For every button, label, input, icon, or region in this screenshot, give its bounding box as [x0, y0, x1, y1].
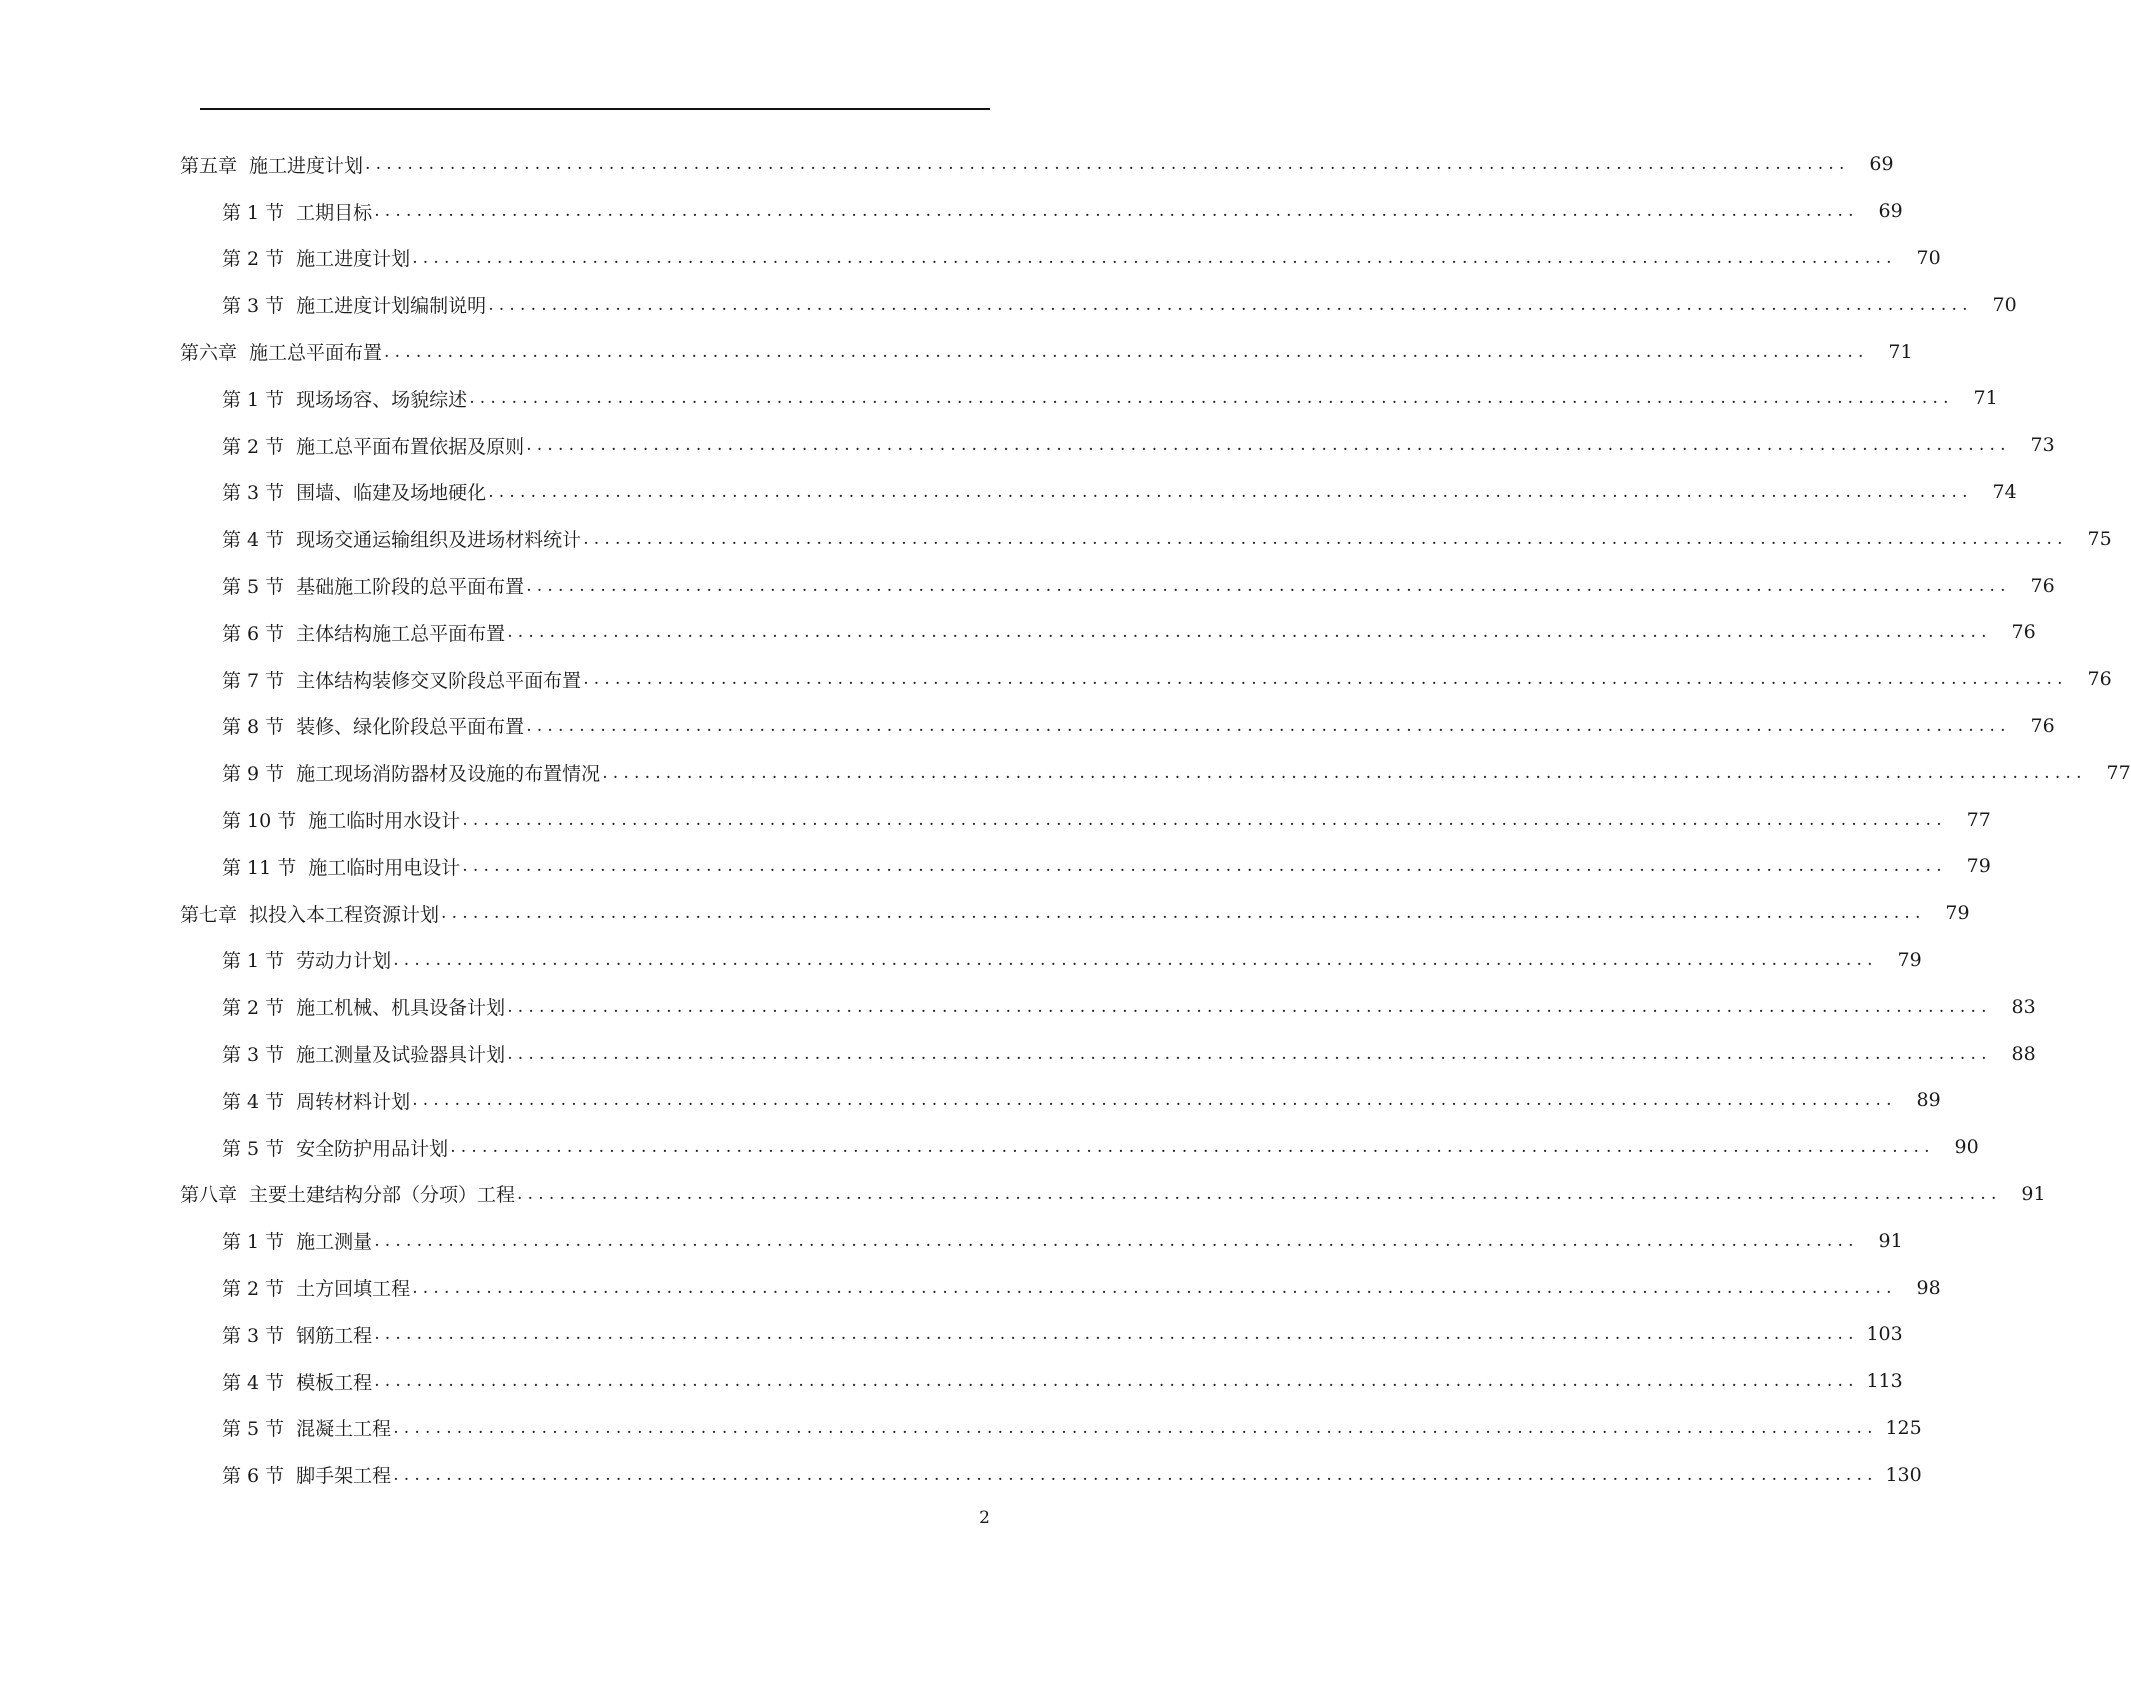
toc-dot-leader: ............................................................................................................................................	[507, 1043, 1992, 1064]
toc-entry-title	[222, 946, 393, 973]
toc-section-entry[interactable]	[0, 515, 2112, 562]
toc-entry-label: 第 4 节	[222, 1090, 285, 1113]
toc-entry-title	[222, 385, 469, 412]
toc-section-entry[interactable]	[0, 1077, 1941, 1124]
toc-entry-label: 第 7 节	[222, 669, 285, 692]
toc-dot-leader: ............................................................................................................................................	[374, 1324, 1859, 1345]
toc-dot-leader: ............................................................................................................................................	[507, 996, 1992, 1017]
toc-entry-text: 工期目标	[296, 201, 373, 224]
toc-chapter-entry[interactable]	[0, 1171, 2046, 1218]
toc-entry-text: 施工进度计划	[249, 154, 364, 177]
toc-entry-title	[222, 666, 583, 693]
toc-entry-label: 第七章	[180, 903, 238, 926]
toc-page-number: 89	[1916, 1089, 1941, 1112]
toc-entry-title	[222, 198, 374, 225]
toc-entry-text: 主要土建结构分部（分项）工程	[249, 1184, 516, 1207]
toc-page-number: 79	[1897, 948, 1922, 971]
toc-entry-title	[222, 525, 583, 552]
toc-entry-title	[222, 712, 526, 739]
toc-entry-title	[222, 619, 507, 646]
toc-entry-title	[222, 1040, 507, 1067]
toc-section-entry[interactable]	[0, 235, 1941, 282]
toc-page-number: 125	[1885, 1416, 1922, 1439]
toc-entry-title	[222, 1461, 393, 1488]
toc-dot-leader: ............................................................................................................................................	[365, 154, 1850, 175]
toc-page-number: 77	[2106, 761, 2131, 784]
toc-section-entry[interactable]	[0, 703, 2055, 750]
toc-dot-leader: ............................................................................................................................................	[602, 762, 2087, 783]
toc-entry-title	[222, 478, 488, 505]
toc-page-number: 91	[2021, 1182, 2046, 1205]
toc-section-entry[interactable]	[0, 1405, 1922, 1452]
toc-entry-text: 现场场容、场貌综述	[296, 388, 468, 411]
toc-chapter-entry[interactable]	[0, 328, 1913, 375]
toc-entry-text: 基础施工阶段的总平面布置	[296, 576, 525, 599]
toc-dot-leader: ............................................................................................................................................	[488, 481, 1973, 502]
toc-entry-label: 第 1 节	[222, 388, 285, 411]
toc-entry-title	[180, 1180, 517, 1207]
toc-entry-label: 第 5 节	[222, 1418, 285, 1441]
toc-entry-label: 第 6 节	[222, 622, 285, 645]
toc-dot-leader: ............................................................................................................................................	[469, 388, 1954, 409]
toc-entry-title	[222, 291, 488, 318]
toc-section-entry[interactable]	[0, 609, 2036, 656]
toc-entry-title	[222, 244, 412, 271]
toc-dot-leader: ............................................................................................................................................	[583, 528, 2068, 549]
toc-entry-text: 施工进度计划编制说明	[296, 295, 487, 318]
toc-entry-title	[222, 1321, 374, 1348]
toc-entry-label: 第 11 节	[222, 856, 297, 879]
toc-entry-text: 施工测量及试验器具计划	[296, 1044, 506, 1067]
toc-page-number: 79	[1945, 902, 1970, 925]
toc-section-entry[interactable]	[0, 1217, 1903, 1264]
toc-entry-label: 第 9 节	[222, 763, 285, 786]
toc-dot-leader: ............................................................................................................................................	[526, 435, 2011, 456]
toc-entry-label: 第 8 节	[222, 716, 285, 739]
toc-entry-text: 模板工程	[296, 1371, 373, 1394]
toc-entry-text: 拟投入本工程资源计划	[249, 903, 440, 926]
table-of-contents	[0, 141, 2131, 1498]
toc-entry-text: 脚手架工程	[296, 1465, 392, 1488]
toc-chapter-entry[interactable]	[0, 141, 1894, 188]
toc-dot-leader: ............................................................................................................................................	[374, 201, 1859, 222]
toc-entry-text: 施工进度计划	[296, 248, 411, 271]
toc-page-number: 130	[1885, 1463, 1922, 1486]
toc-entry-title	[222, 1368, 374, 1395]
toc-entry-text: 装修、绿化阶段总平面布置	[296, 716, 525, 739]
toc-entry-title	[222, 853, 462, 880]
toc-dot-leader: ............................................................................................................................................	[374, 1230, 1859, 1251]
toc-section-entry[interactable]	[0, 656, 2112, 703]
toc-page-number: 71	[1888, 340, 1913, 363]
toc-dot-leader: ............................................................................................................................................	[462, 856, 1947, 877]
toc-entry-text: 施工测量	[296, 1231, 373, 1254]
toc-section-entry[interactable]	[0, 562, 2055, 609]
toc-entry-text: 主体结构施工总平面布置	[296, 622, 506, 645]
toc-entry-label: 第 5 节	[222, 576, 285, 599]
toc-entry-label: 第 2 节	[222, 435, 285, 458]
toc-entry-title	[180, 900, 441, 927]
toc-entry-label: 第 4 节	[222, 1371, 285, 1394]
toc-section-entry[interactable]	[0, 281, 2017, 328]
toc-entry-title	[180, 151, 365, 178]
toc-page-number: 74	[1992, 480, 2017, 503]
toc-entry-label: 第 5 节	[222, 1137, 285, 1160]
toc-dot-leader: ............................................................................................................................................	[412, 247, 1897, 268]
toc-dot-leader: ............................................................................................................................................	[393, 1417, 1878, 1438]
toc-entry-label: 第 3 节	[222, 482, 285, 505]
toc-page-number: 73	[2030, 434, 2055, 457]
toc-section-entry[interactable]	[0, 422, 2055, 469]
toc-section-entry[interactable]	[0, 937, 1922, 984]
toc-page-number: 90	[1954, 1136, 1979, 1159]
toc-dot-leader: ............................................................................................................................................	[583, 669, 2068, 690]
toc-section-entry[interactable]	[0, 983, 2036, 1030]
toc-dot-leader: ............................................................................................................................................	[526, 575, 2011, 596]
toc-entry-text: 钢筋工程	[296, 1324, 373, 1347]
toc-entry-label: 第 1 节	[222, 201, 285, 224]
toc-dot-leader: ............................................................................................................................................	[488, 294, 1973, 315]
toc-dot-leader: ............................................................................................................................................	[384, 341, 1869, 362]
toc-entry-title	[222, 572, 526, 599]
toc-entry-label: 第 10 节	[222, 810, 297, 833]
toc-dot-leader: ............................................................................................................................................	[393, 1464, 1878, 1485]
toc-entry-title	[222, 806, 462, 833]
toc-entry-text: 施工临时用水设计	[308, 810, 461, 833]
toc-entry-title	[222, 432, 526, 459]
toc-entry-label: 第 1 节	[222, 950, 285, 973]
page-number: 2	[979, 1508, 990, 1528]
toc-section-entry[interactable]	[0, 1451, 1922, 1498]
toc-entry-text: 施工机械、机具设备计划	[296, 997, 506, 1020]
toc-entry-label: 第五章	[180, 154, 238, 177]
toc-entry-label: 第八章	[180, 1184, 238, 1207]
toc-dot-leader: ............................................................................................................................................	[462, 809, 1947, 830]
toc-entry-title	[222, 993, 507, 1020]
toc-entry-text: 混凝土工程	[296, 1418, 392, 1441]
toc-dot-leader: ............................................................................................................................................	[450, 1137, 1935, 1158]
toc-entry-title	[222, 1274, 412, 1301]
toc-entry-text: 主体结构装修交叉阶段总平面布置	[296, 669, 582, 692]
toc-page-number: 70	[1916, 246, 1941, 269]
toc-section-entry[interactable]	[0, 188, 1903, 235]
toc-entry-text: 施工总平面布置依据及原则	[296, 435, 525, 458]
toc-section-entry[interactable]	[0, 1358, 1903, 1405]
toc-section-entry[interactable]	[0, 1030, 2036, 1077]
toc-page-number: 69	[1869, 153, 1894, 176]
toc-entry-label: 第 4 节	[222, 529, 285, 552]
toc-page-number: 70	[1992, 293, 2017, 316]
toc-entry-text: 施工现场消防器材及设施的布置情况	[296, 763, 601, 786]
toc-dot-leader: ............................................................................................................................................	[507, 622, 1992, 643]
toc-entry-text: 围墙、临建及场地硬化	[296, 482, 487, 505]
toc-section-entry[interactable]	[0, 843, 1991, 890]
toc-entry-title	[222, 1227, 374, 1254]
toc-page-number: 83	[2011, 995, 2036, 1018]
toc-chapter-entry[interactable]	[0, 890, 1970, 937]
toc-section-entry[interactable]	[0, 796, 1991, 843]
toc-dot-leader: ............................................................................................................................................	[374, 1371, 1859, 1392]
toc-entry-title	[222, 1134, 450, 1161]
toc-entry-label: 第 3 节	[222, 1324, 285, 1347]
toc-page-number: 91	[1878, 1229, 1903, 1252]
toc-entry-title	[222, 1087, 412, 1114]
toc-dot-leader: ............................................................................................................................................	[412, 1090, 1897, 1111]
toc-page-number: 75	[2087, 527, 2112, 550]
toc-section-entry[interactable]	[0, 1311, 1903, 1358]
toc-entry-title	[180, 338, 384, 365]
toc-entry-title	[222, 1414, 393, 1441]
toc-dot-leader: ............................................................................................................................................	[526, 715, 2011, 736]
toc-entry-label: 第 2 节	[222, 1278, 285, 1301]
toc-section-entry[interactable]	[0, 375, 1998, 422]
toc-page-number: 88	[2011, 1042, 2036, 1065]
toc-page-number: 77	[1966, 808, 1991, 831]
toc-page-number: 76	[2030, 714, 2055, 737]
toc-entry-text: 劳动力计划	[296, 950, 392, 973]
toc-entry-title	[222, 759, 602, 786]
toc-page-number: 98	[1916, 1276, 1941, 1299]
toc-page-number: 71	[1973, 387, 1998, 410]
toc-entry-label: 第 6 节	[222, 1465, 285, 1488]
toc-page-number: 79	[1966, 855, 1991, 878]
toc-dot-leader: ............................................................................................................................................	[441, 903, 1926, 924]
toc-section-entry[interactable]	[0, 749, 2131, 796]
toc-page-number: 69	[1878, 200, 1903, 223]
toc-entry-text: 周转材料计划	[296, 1090, 411, 1113]
toc-page-number: 76	[2011, 621, 2036, 644]
toc-entry-text: 现场交通运输组织及进场材料统计	[296, 529, 582, 552]
toc-section-entry[interactable]	[0, 1124, 1979, 1171]
toc-entry-label: 第 2 节	[222, 997, 285, 1020]
toc-section-entry[interactable]	[0, 1264, 1941, 1311]
toc-entry-label: 第 3 节	[222, 1044, 285, 1067]
header-rule	[200, 108, 990, 110]
toc-entry-text: 安全防护用品计划	[296, 1137, 449, 1160]
toc-entry-label: 第 3 节	[222, 295, 285, 318]
toc-entry-text: 土方回填工程	[296, 1278, 411, 1301]
toc-entry-label: 第六章	[180, 342, 238, 365]
toc-entry-label: 第 1 节	[222, 1231, 285, 1254]
toc-page-number: 76	[2087, 668, 2112, 691]
toc-entry-label: 第 2 节	[222, 248, 285, 271]
toc-page-number: 113	[1866, 1370, 1903, 1393]
toc-entry-text: 施工总平面布置	[249, 342, 383, 365]
toc-entry-text: 施工临时用电设计	[308, 856, 461, 879]
toc-dot-leader: ............................................................................................................................................	[393, 949, 1878, 970]
toc-page-number: 103	[1866, 1323, 1903, 1346]
toc-page-number: 76	[2030, 574, 2055, 597]
toc-dot-leader: ............................................................................................................................................	[517, 1183, 2002, 1204]
toc-dot-leader: ............................................................................................................................................	[412, 1277, 1897, 1298]
toc-section-entry[interactable]	[0, 469, 2017, 516]
